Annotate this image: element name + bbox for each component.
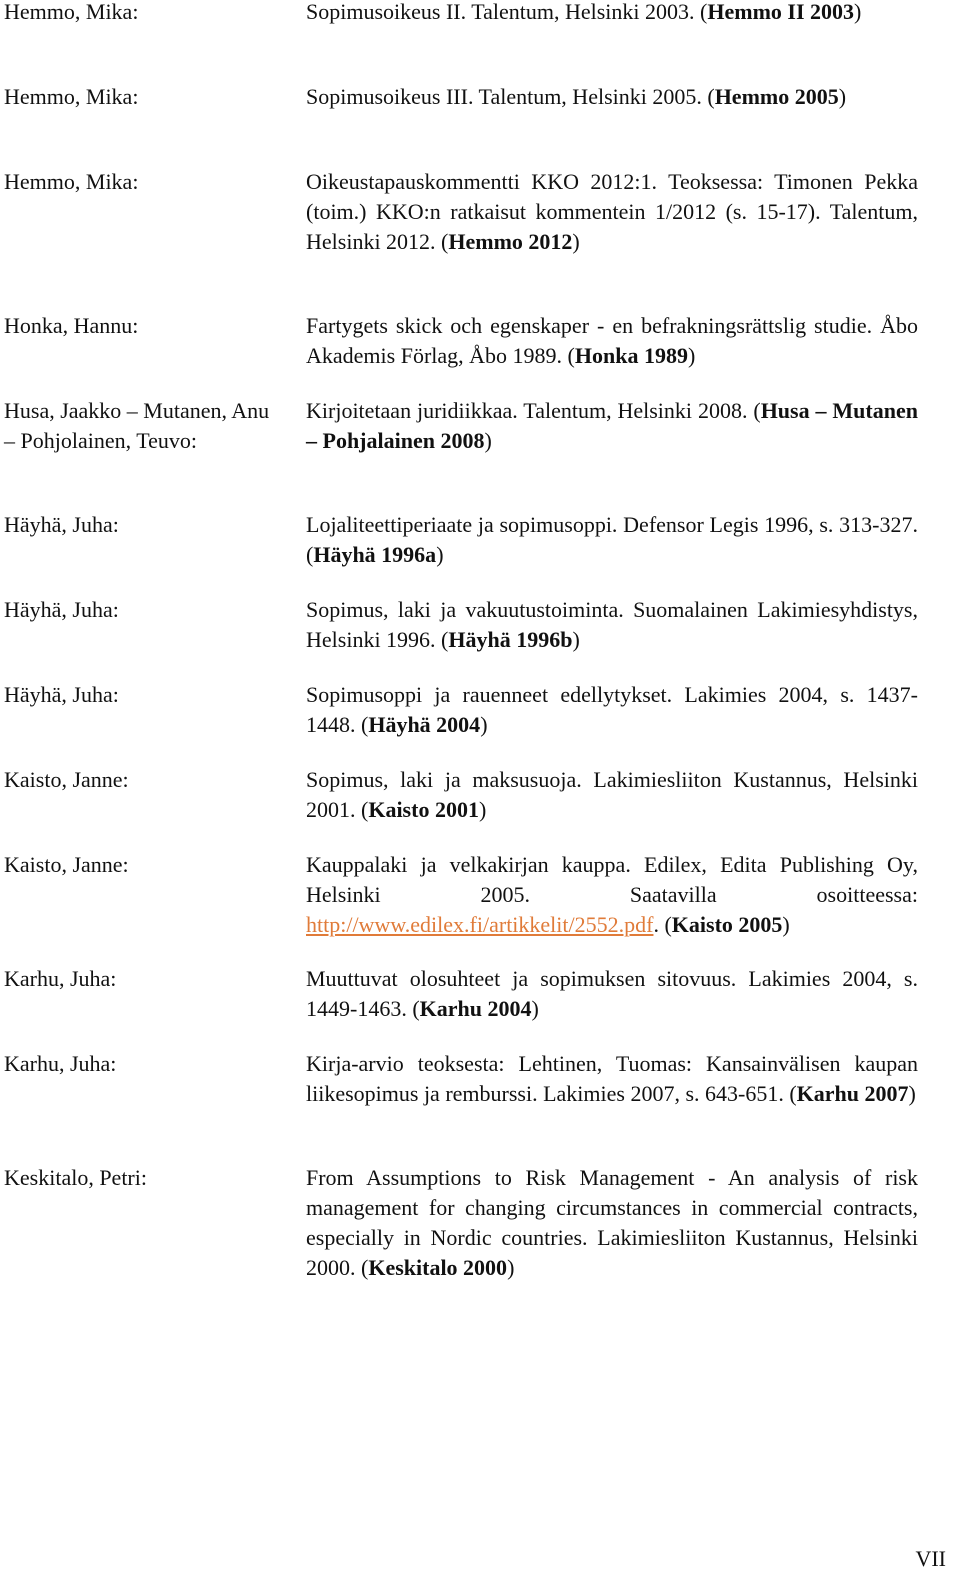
reference-text: From Assumptions to Risk Management - An analysis of risk management for changing circumstances in commercial contracts, especially in Nordic countries. Lakimiesliiton Kustannus, Helsinki 2000. (Keskitalo 2000) [306,1165,918,1280]
reference-text: Kauppalaki ja velkakirjan kauppa. Edilex, Edita Publishing Oy, Helsinki 2005. Saatavilla osoitteessa: http://www.edilex.fi/artikkelit/2552.pdf. (Kaisto 2005) [306,852,918,937]
reference-author: Honka, Hannu: [4,313,139,338]
citation-key: Häyhä 1996b [448,627,573,652]
reference-text: Fartygets skick och egenskaper - en befrakningsrättslig studie. Åbo Akademis Förlag, Åbo 1989. (Honka 1989) [306,313,918,368]
reference-author: Hemmo, Mika: [4,169,139,194]
reference-author: Häyhä, Juha: [4,682,119,707]
reference-text: Sopimusoikeus II. Talentum, Helsinki 2003. (Hemmo II 2003) [306,0,862,24]
citation-key: Hemmo 2005 [714,84,839,109]
reference-author: Karhu, Juha: [4,1051,117,1076]
reference-text: Oikeustapauskommentti KKO 2012:1. Teoksessa: Timonen Pekka (toim.) KKO:n ratkaisut kommentein 1/2012 (s. 15-17). Talentum, Helsinki 2012. (Hemmo 2012) [306,169,918,254]
reference-author: Kaisto, Janne: [4,852,129,877]
reference-author: Hemmo, Mika: [4,84,139,109]
reference-text: Sopimusoikeus III. Talentum, Helsinki 2005. (Hemmo 2005) [306,84,847,109]
citation-key: Keskitalo 2000 [368,1255,508,1280]
reference-link[interactable]: http://www.edilex.fi/artikkelit/2552.pdf [306,912,654,937]
citation-key: Karhu 2004 [419,996,532,1021]
reference-text: Sopimusoppi ja rauenneet edellytykset. Lakimies 2004, s. 1437-1448. (Häyhä 2004) [306,682,918,737]
citation-key: Karhu 2007 [796,1081,909,1106]
reference-author: Hemmo, Mika: [4,0,139,24]
reference-author: Häyhä, Juha: [4,512,119,537]
reference-author: Kaisto, Janne: [4,767,129,792]
citation-key: Husa – Mutanen – Pohjalainen 2008 [306,398,918,453]
reference-text: Sopimus, laki ja vakuutustoiminta. Suomalainen Lakimiesyhdistys, Helsinki 1996. (Häyhä 1996b) [306,597,918,652]
reference-text: Lojaliteettiperiaate ja sopimusoppi. Defensor Legis 1996, s. 313-327. (Häyhä 1996a) [306,512,918,567]
reference-author: Husa, Jaakko – Mutanen, Anu – Pohjolainen, Teuvo: [4,398,270,453]
reference-author: Keskitalo, Petri: [4,1165,147,1190]
citation-key: Hemmo 2012 [448,229,573,254]
citation-key: Honka 1989 [574,343,688,368]
citation-key: Hemmo II 2003 [707,0,855,24]
citation-key: Häyhä 2004 [368,712,481,737]
reference-text: Kirjoitetaan juridiikkaa. Talentum, Helsinki 2008. (Husa – Mutanen – Pohjalainen 2008) [306,398,918,453]
reference-author: Karhu, Juha: [4,966,117,991]
citation-key: Kaisto 2001 [368,797,479,822]
citation-key: Häyhä 1996a [313,542,437,567]
page-number: VII [915,1546,946,1571]
reference-text: Muuttuvat olosuhteet ja sopimuksen sitovuus. Lakimies 2004, s. 1449-1463. (Karhu 2004) [306,966,918,1021]
reference-text: Kirja-arvio teoksesta: Lehtinen, Tuomas: Kansainvälisen kaupan liikesopimus ja remburssi. Lakimies 2007, s. 643-651. (Karhu 2007) [306,1051,918,1106]
citation-key: Kaisto 2005 [671,912,783,937]
reference-text: Sopimus, laki ja maksusuoja. Lakimiesliiton Kustannus, Helsinki 2001. (Kaisto 2001) [306,767,918,822]
reference-author: Häyhä, Juha: [4,597,119,622]
